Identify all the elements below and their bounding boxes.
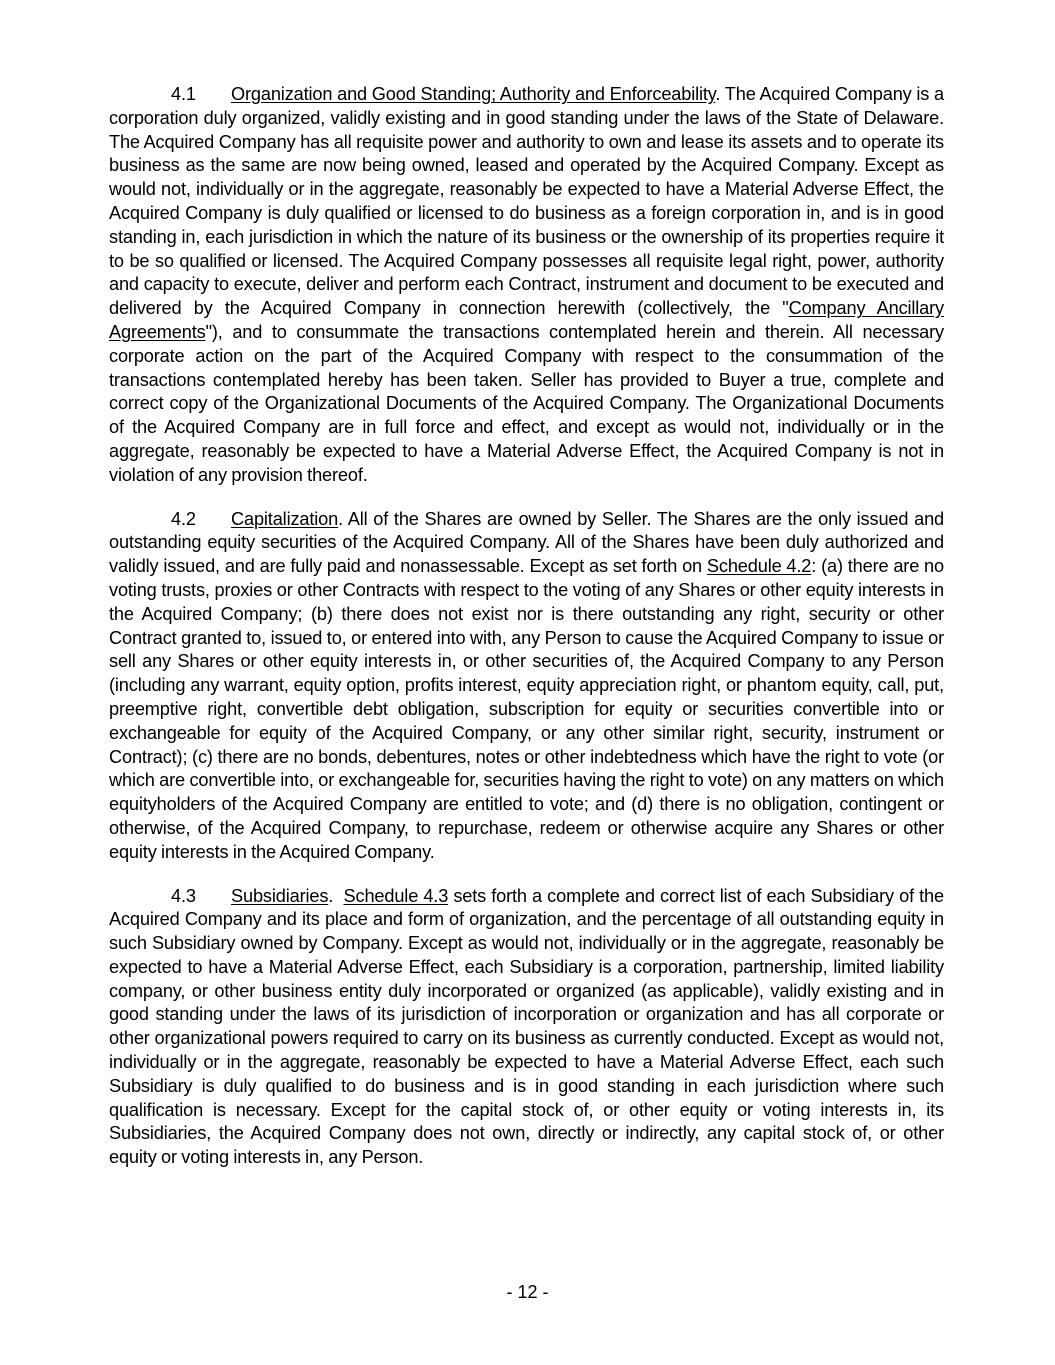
section-number: 4.1: [171, 84, 196, 104]
section-heading: Subsidiaries: [231, 885, 329, 906]
section-text: : (a) there are no voting trusts, proxies or other Contracts with respect to the voting of any Shares or other equity interests in the Acquired Company; (b) there does not exist nor is there outstanding any right, security or other Contract granted to, issued to, or entered into with, any Person to cause the Acquired Company to issue or sell any Shares or other equity interests in, or other securities of, the Acquired Company to any Person (including any warrant, equity option, profits interest, equity appreciation right, or phantom equity, call, put, preemptive right, convertible debt obligation, subscription for equity or securities convertible into or exchangeable for equity of the Acquired Company, or any other similar right, security, instrument or Contract); (c) there are no bonds, debentures, notes or other indebtedness which have the right to vote (or which are convertible into, or exchangeable for, securities having the right to vote) on any matters on which equityholders of the Acquired Company are entitled to vote; and (d) there is no obligation, contingent or otherwise, of the Acquired Company, to repurchase, redeem or otherwise acquire any Shares or other equity interests in the Acquired Company.: [109, 556, 944, 862]
schedule-reference: Schedule 4.3: [343, 885, 449, 906]
section-number: 4.3: [171, 885, 196, 906]
section-heading: Capitalization: [231, 508, 339, 529]
section-4-3: [109, 885, 944, 1171]
section-text: sets forth a complete and correct list of each Subsidiary of the Acquired Company and its place and form of organization, and the percentage of all outstanding equity in such Subsidiary owned by Company. Except as would not, individually or in the aggregate, reasonably be expected to have a Material Adverse Effect, each Subsidiary is a corporation, partnership, limited liability company, or other business entity duly incorporated or organized (as applicable), validly existing and in good standing under the laws of its jurisdiction of incorporation or organization and has all corporate or other organizational powers required to carry on its business as currently conducted. Except as would not, individually or in the aggregate, reasonably be expected to have a Material Adverse Effect, each such Subsidiary is duly qualified to do business and is in good standing in each jurisdiction where such qualification is necessary. Except for the capital stock of, or other equity or voting interests in, its Subsidiaries, the Acquired Company does not own, directly or indirectly, any capital stock of, or other equity or voting interests in, any Person.: [109, 885, 944, 1168]
document-page: [109, 83, 944, 1190]
page-number: - 12 -: [506, 1282, 549, 1302]
section-separator: .: [328, 885, 344, 906]
section-4-2: [109, 508, 944, 865]
defined-term: Company Ancillary Agreements: [109, 298, 944, 342]
section-text: . The Acquired Company is a corporation duly organized, validly existing and in good standing under the laws of the State of Delaware. The Acquired Company has all requisite power and authority to own and lease its assets and to operate its business as the same are now being owned, leased and operated by the Acquired Company. Except as would not, individually or in the aggregate, reasonably be expected to have a Material Adverse Effect, the Acquired Company is duly qualified or licensed to do business as a foreign corporation in, and is in good standing in, each jurisdiction in which the nature of its business or the ownership of its properties require it to be so qualified or licensed. The Acquired Company possesses all requisite legal right, power, authority and capacity to execute, deliver and perform each Contract, instrument and document to be executed and delivered by the Acquired Company in connection herewith (collectively, the ": [109, 84, 944, 319]
section-text: "), and to consummate the transactions contemplated herein and therein. All necessary corporate action on the part of the Acquired Company with respect to the consummation of the transactions contemplated hereby has been taken. Seller has provided to Buyer a true, complete and correct copy of the Organizational Documents of the Acquired Company. The Organizational Documents of the Acquired Company are in full force and effect, and except as would not, individually or in the aggregate, reasonably be expected to have a Material Adverse Effect, the Acquired Company is not in violation of any provision thereof.: [109, 321, 944, 485]
schedule-reference: Schedule 4.2: [706, 556, 812, 577]
section-heading: Organization and Good Standing; Authority and Enforceability: [231, 84, 716, 104]
section-text: . All of the Shares are owned by Seller. The Shares are the only issued and outstanding equity securities of the Acquired Company. All of the Shares have been duly authorized and validly issued, and are fully paid and nonassessable. Except as set forth on: [109, 508, 944, 577]
section-number: 4.2: [171, 508, 196, 529]
section-4-1: [109, 83, 944, 488]
